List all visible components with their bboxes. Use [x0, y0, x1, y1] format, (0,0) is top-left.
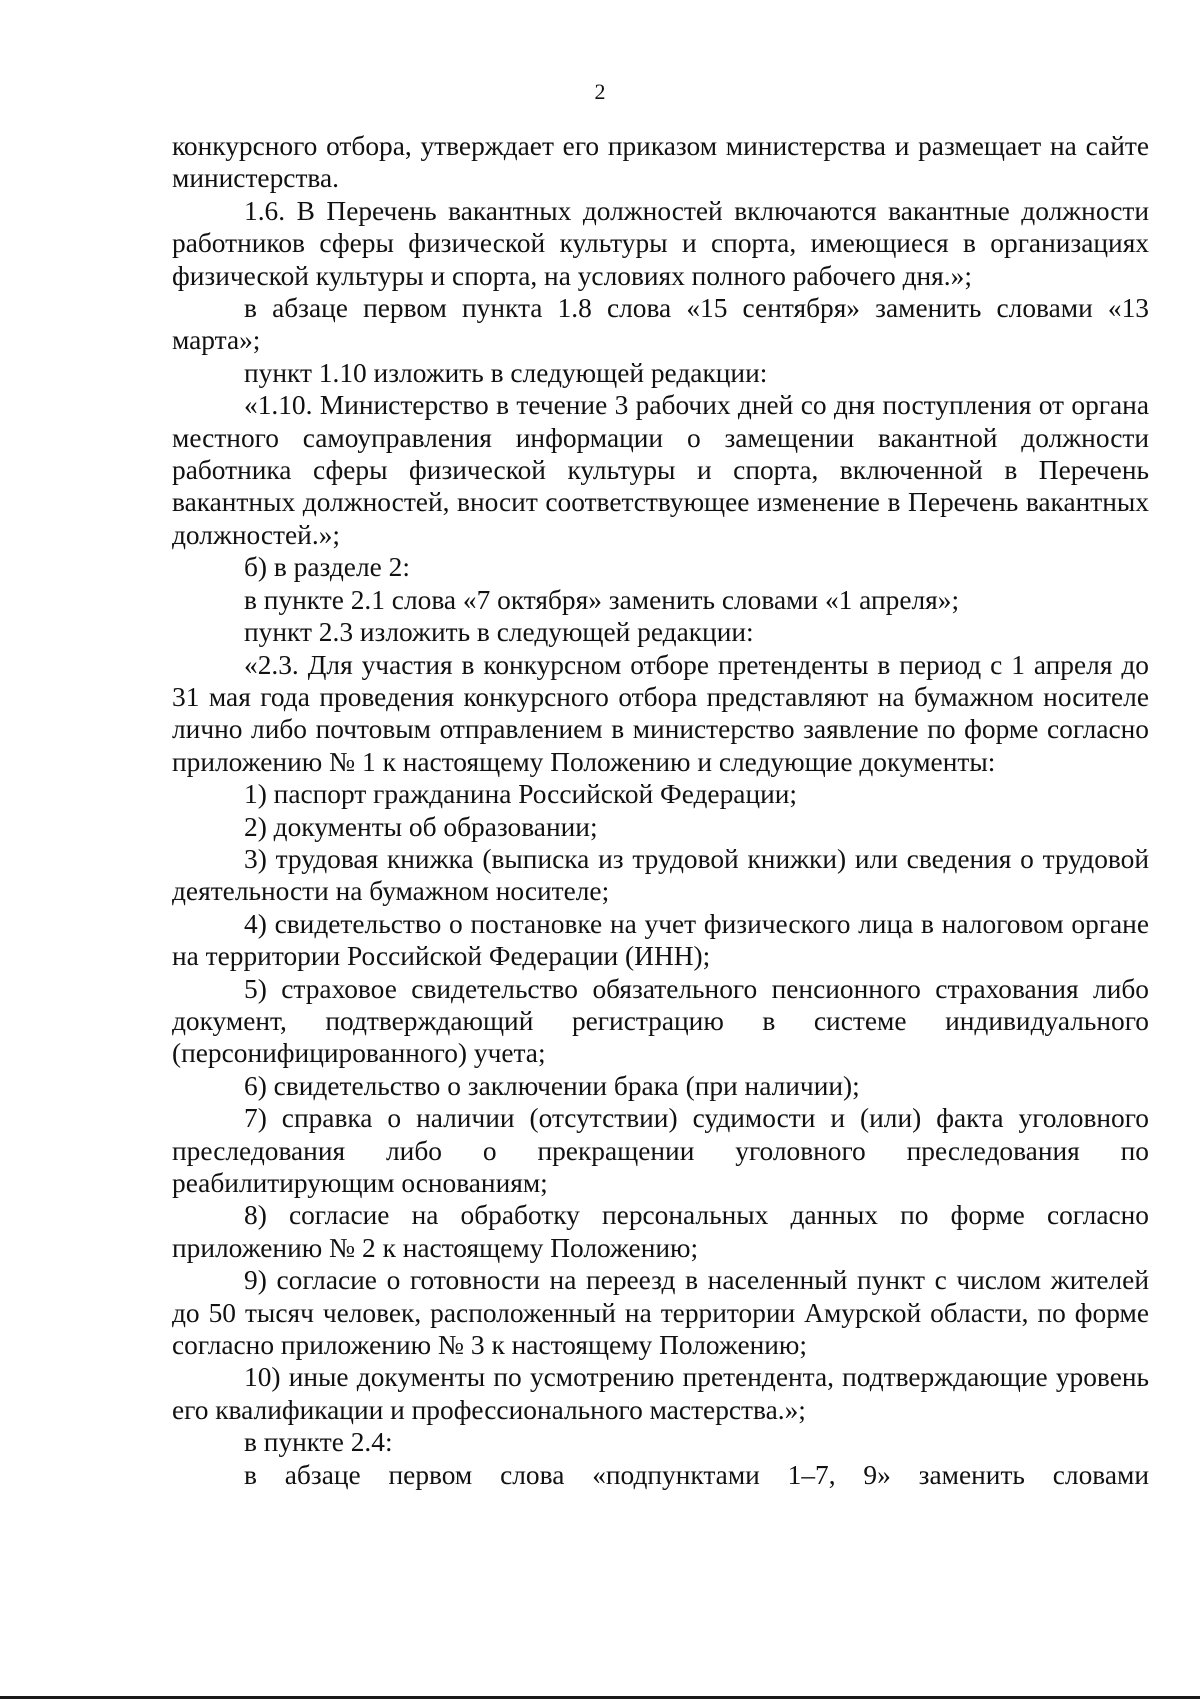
list-item-7: 7) справка о наличии (отсутствии) судимости и (или) факта уголовного преследования либо о прекращении уголовного преследования по реабилитирующим основаниям;: [172, 1103, 1149, 1198]
paragraph-2-4-intro: в пункте 2.4:: [244, 1427, 393, 1458]
document-body: [172, 130, 1149, 1491]
list-item-8: 8) согласие на обработку персональных данных по форме согласно приложению № 2 к настоящему Положению;: [172, 1200, 1149, 1263]
paragraph-1-10-intro: пункт 1.10 изложить в следующей редакции:: [244, 357, 768, 388]
paragraph-amend-1-8: в абзаце первом пункта 1.8 слова «15 сентября» заменить словами «13 марта»;: [172, 293, 1149, 356]
list-item-5: 5) страховое свидетельство обязательного пенсионного страхования либо документ, подтверждающий регистрацию в системе индивидуального (персонифицированного) учета;: [172, 973, 1149, 1069]
bottom-scan-edge: [0, 1696, 1200, 1699]
paragraph-section-2: б) в разделе 2:: [244, 552, 410, 583]
paragraph-1-10: «1.10. Министерство в течение 3 рабочих дней со дня поступления от органа местного самоуправления информации о замещении вакантной должности работника сферы физической культуры и спорта, включенной в Перечень вакантных должностей, вносит соответствующее изменение в Перечень вакантных должностей.»;: [172, 390, 1149, 550]
list-item-9: 9) согласие о готовности на переезд в населенный пункт с числом жителей до 50 тысяч человек, расположенный на территории Амурской области, по форме согласно приложению № 3 к настоящему Положению;: [172, 1265, 1149, 1361]
list-item-4: 4) свидетельство о постановке на учет физического лица в налоговом органе на территории Российской Федерации (ИНН);: [172, 908, 1149, 972]
list-item-6: 6) свидетельство о заключении брака (при наличии);: [244, 1070, 860, 1101]
list-item-2: 2) документы об образовании;: [244, 811, 598, 842]
paragraph-2-3: «2.3. Для участия в конкурсном отборе претенденты в период с 1 апреля до 31 мая года проведения конкурсного отбора представляют на бумажном носителе лично либо почтовым отправлением в министерство заявление по форме согласно приложению № 1 к настоящему Положению и следующие документы:: [172, 649, 1149, 777]
list-item-1: 1) паспорт гражданина Российской Федерации;: [244, 779, 798, 810]
paragraph-amend-2-1: в пункте 2.1 слова «7 октября» заменить словами «1 апреля»;: [244, 584, 960, 615]
paragraph-amend-2-4: в абзаце первом слова «подпунктами 1–7, 9» заменить словами: [244, 1459, 1149, 1490]
list-item-3: 3) трудовая книжка (выписка из трудовой книжки) или сведения о трудовой деятельности на бумажном носителе;: [172, 843, 1149, 907]
list-item-10: 10) иные документы по усмотрению претендента, подтверждающие уровень его квалификации и профессионального мастерства.»;: [172, 1362, 1149, 1425]
page-number: 2: [594, 79, 606, 104]
paragraph-1-6: 1.6. В Перечень вакантных должностей включаются вакантные должности работников сферы физической культуры и спорта, имеющиеся в организациях физической культуры и спорта, на условиях полного рабочего дня.»;: [172, 195, 1149, 291]
paragraph-2-3-intro: пункт 2.3 изложить в следующей редакции:: [244, 617, 754, 648]
paragraph-continuation: конкурсного отбора, утверждает его приказом министерства и размещает на сайте министерства.: [172, 131, 1149, 194]
